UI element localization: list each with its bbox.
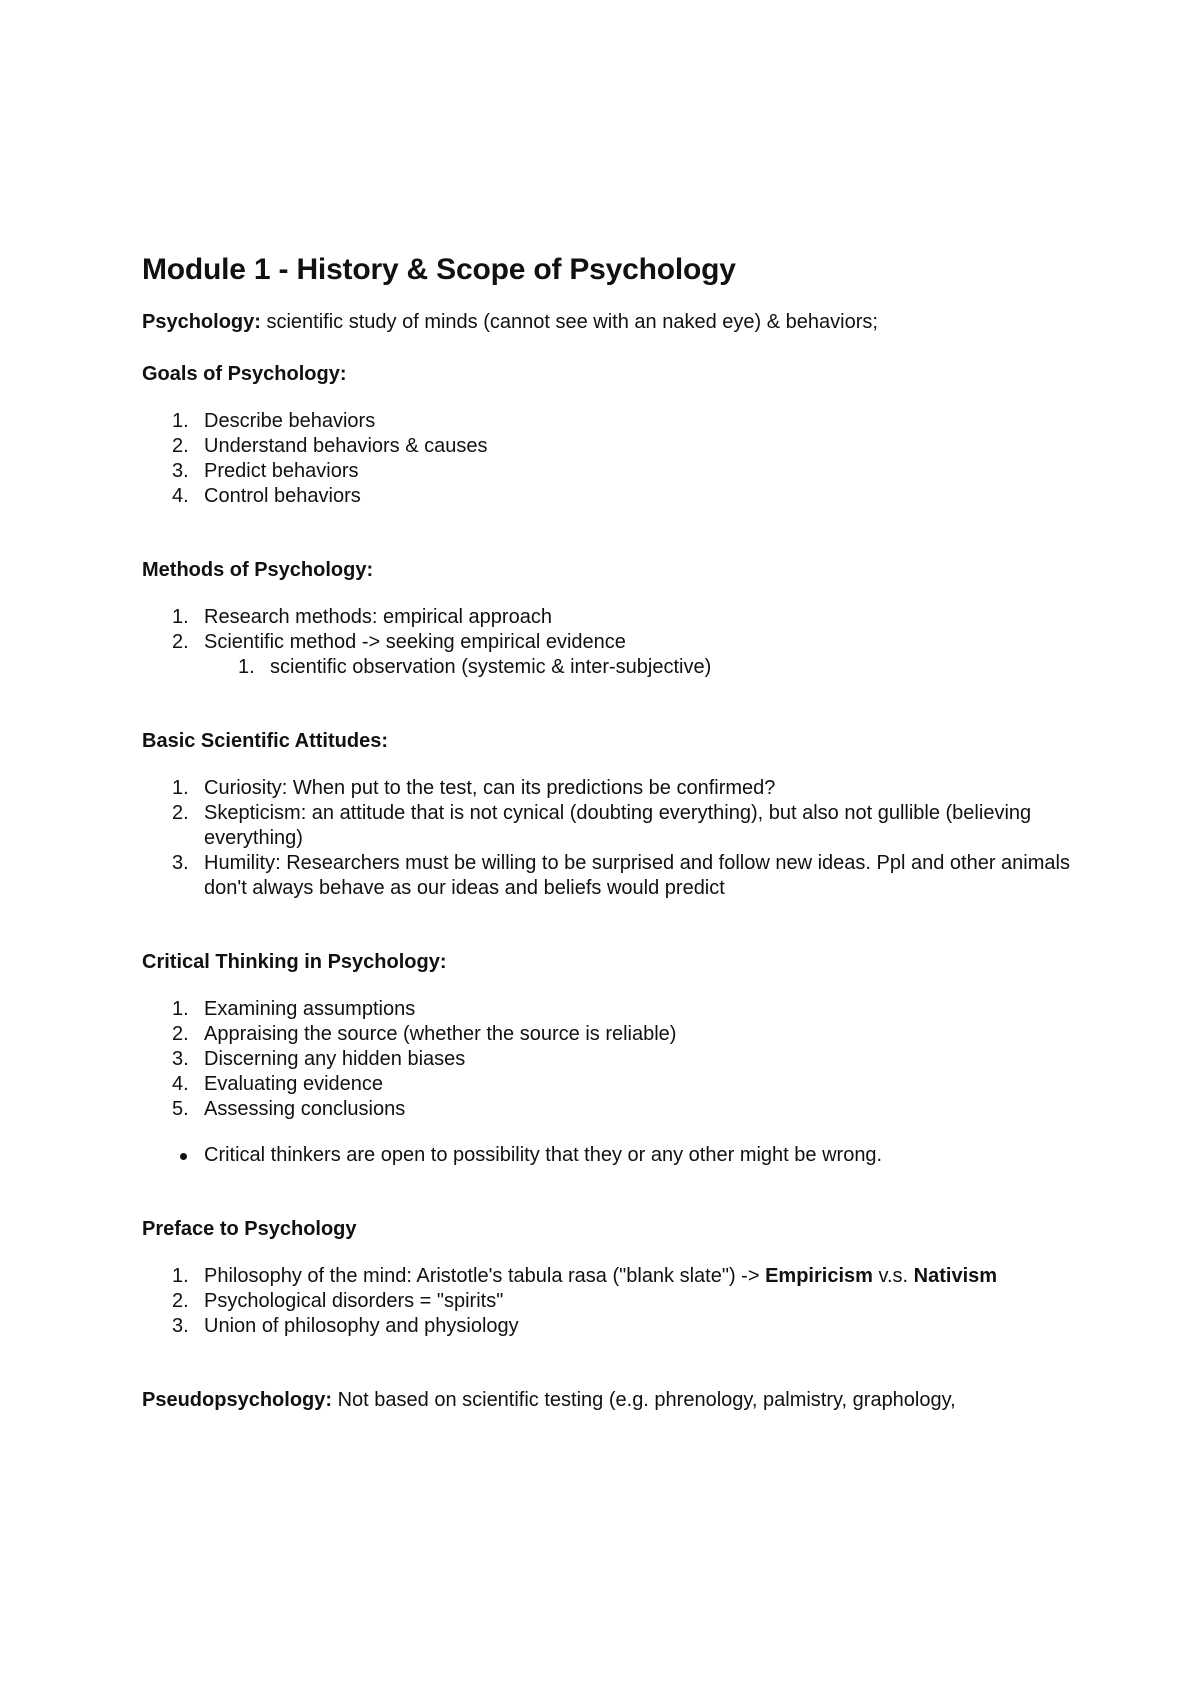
goals-list: [142, 409, 1072, 509]
list-item: 1. Describe behaviors: [172, 410, 376, 432]
list-item: 3. Predict behaviors: [172, 460, 359, 482]
list-item: 1. Curiosity: When put to the test, can its predictions be confirmed?: [172, 777, 776, 799]
psychology-definition: [142, 310, 1072, 335]
methods-heading: Methods of Psychology:: [142, 559, 374, 581]
pseudo-term: Pseudopsychology:: [142, 1389, 333, 1411]
methods-sublist: [204, 655, 1072, 680]
list-item: 2. Understand behaviors & causes: [172, 435, 488, 457]
list-item: 2. Scientific method -> seeking empirical evidence 1. scientific observation (systemic & inter-subjective): [142, 630, 1072, 680]
critical-thinking-list: [142, 997, 1072, 1122]
pseudo-text: Not based on scientific testing (e.g. phrenology, palmistry, graphology,: [332, 1389, 956, 1411]
bullet-item: Critical thinkers are open to possibility that they or any other might be wrong.: [142, 1143, 1072, 1168]
list-item: 5. Assessing conclusions: [172, 1098, 406, 1120]
methods-list: [142, 605, 1072, 680]
goals-heading: Goals of Psychology:: [142, 363, 347, 385]
list-item: 3. Humility: Researchers must be willing to be surprised and follow new ideas. Ppl and other animals don't always behave as our ideas and beliefs would predict: [172, 852, 1070, 899]
list-item: 4. Evaluating evidence: [172, 1073, 384, 1095]
preface-heading: Preface to Psychology: [142, 1218, 357, 1240]
page-title: Module 1 - History & Scope of Psychology: [142, 253, 736, 286]
list-item: 1. Examining assumptions: [172, 998, 416, 1020]
bullet-icon: [180, 1153, 187, 1160]
list-item: 3. Discerning any hidden biases: [172, 1048, 466, 1070]
list-item: 1. Research methods: empirical approach: [172, 606, 552, 628]
list-item: 2. Appraising the source (whether the source is reliable): [172, 1023, 677, 1045]
critical-thinking-bullets: [142, 1143, 1072, 1168]
preface-list: [142, 1264, 1072, 1339]
critical-thinking-heading: Critical Thinking in Psychology:: [142, 951, 447, 973]
list-item: 2. Skepticism: an attitude that is not cynical (doubting everything), but also not gullible (believing everything): [172, 802, 1032, 849]
list-item: 3. Union of philosophy and physiology: [172, 1315, 519, 1337]
attitudes-heading: Basic Scientific Attitudes:: [142, 730, 388, 752]
pseudopsychology-definition: [142, 1388, 1072, 1413]
definition-text: scientific study of minds (cannot see with an naked eye) & behaviors;: [260, 311, 878, 333]
sub-list-item: 1. scientific observation (systemic & inter-subjective): [238, 656, 712, 678]
list-item: 4. Control behaviors: [172, 485, 361, 507]
attitudes-list: [142, 776, 1072, 901]
definition-term: Psychology:: [142, 311, 261, 333]
list-item: 1. Philosophy of the mind: Aristotle's tabula rasa ("blank slate") -> Empiricism v.s. Nativism: [172, 1265, 998, 1287]
document-content: [142, 248, 1072, 1413]
list-item: 2. Psychological disorders = "spirits": [172, 1290, 504, 1312]
